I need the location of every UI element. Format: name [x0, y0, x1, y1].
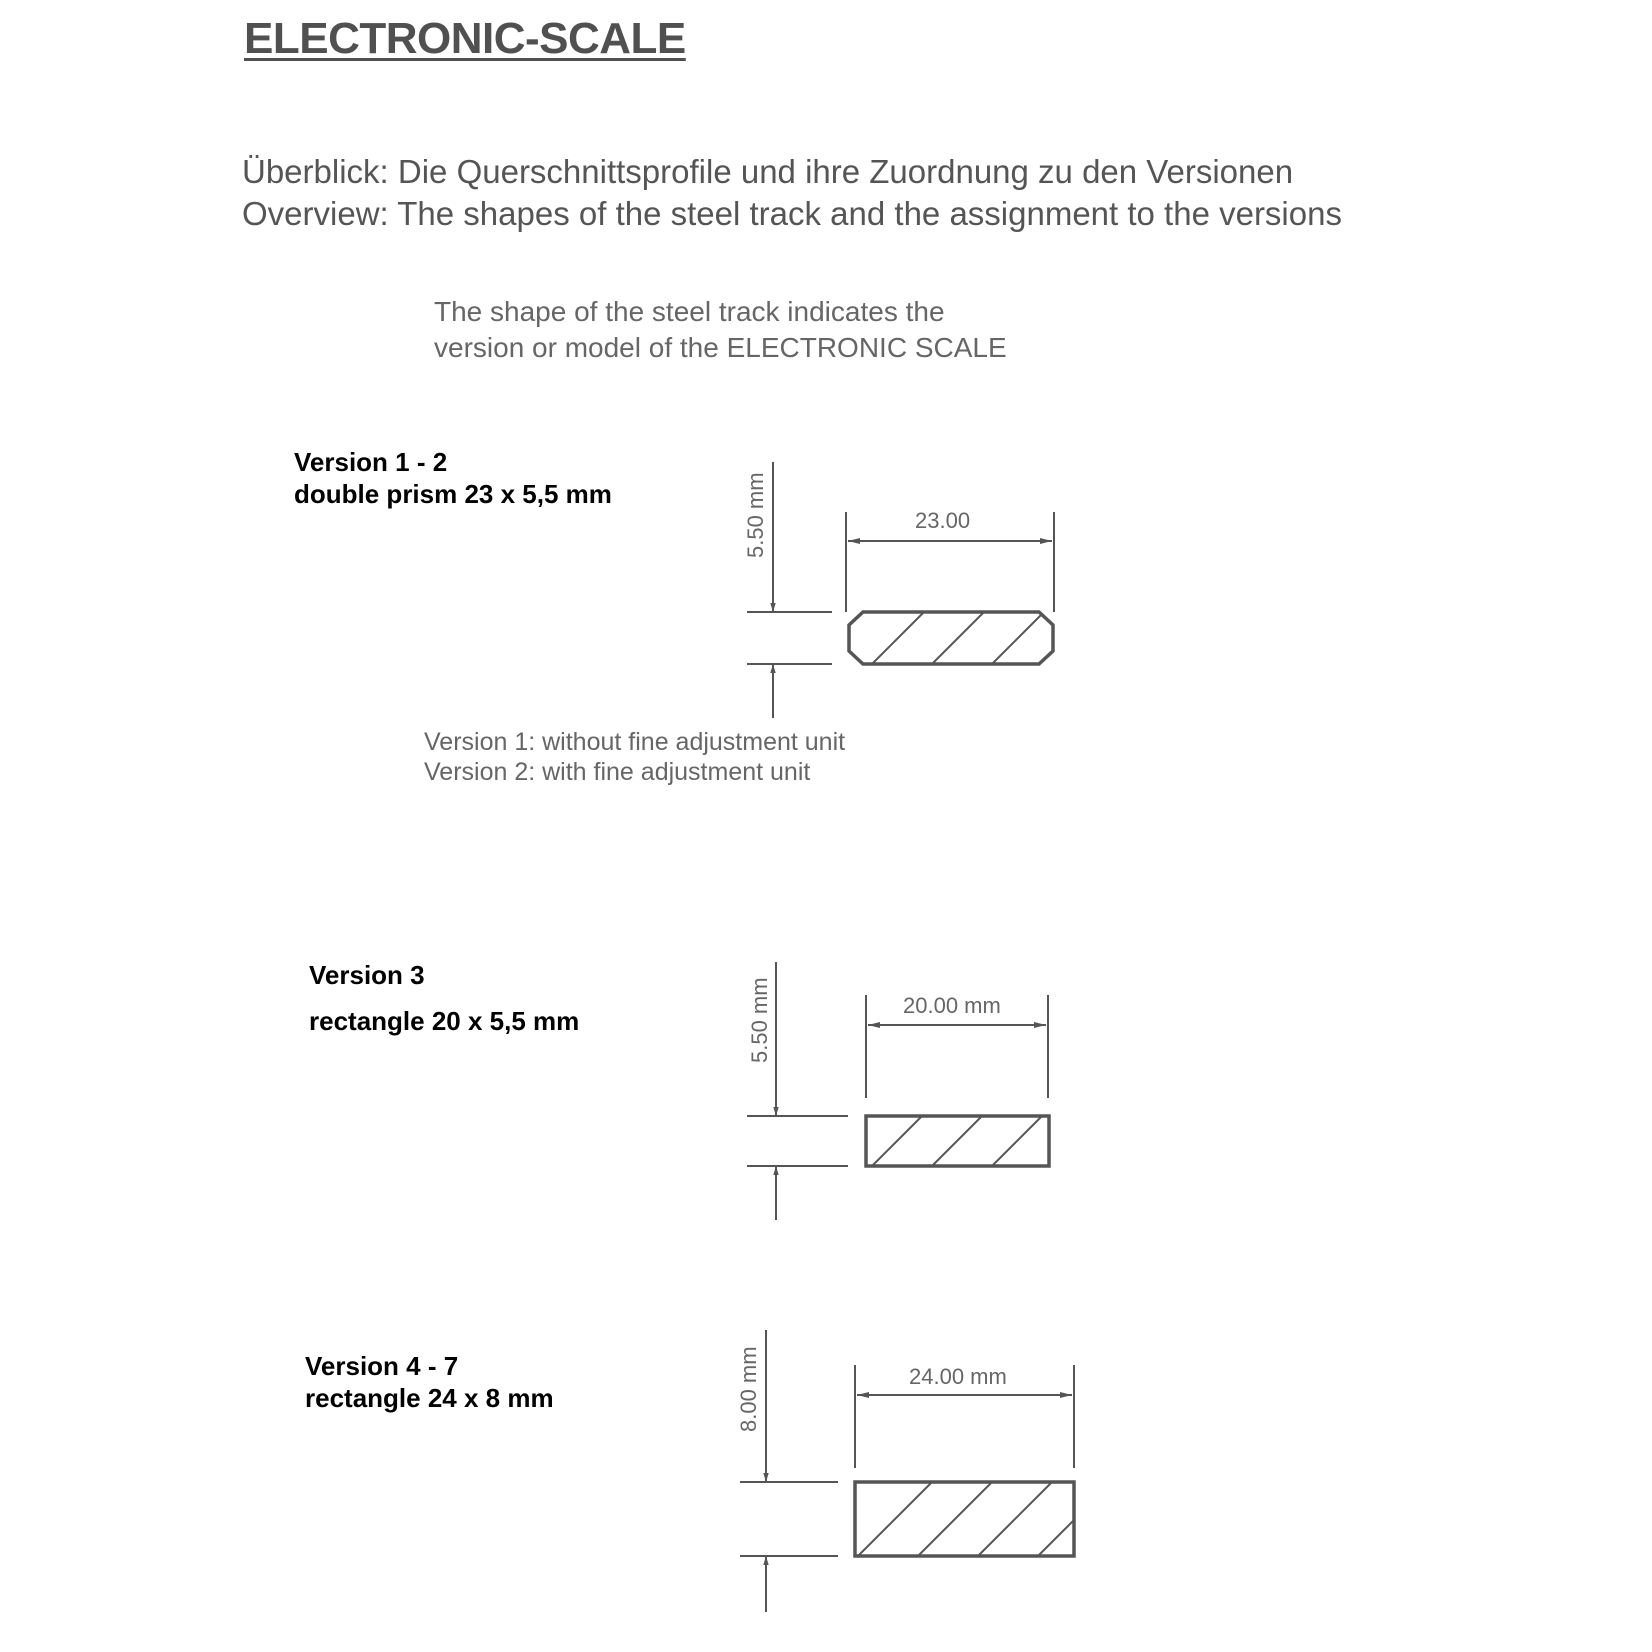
v12-width-label: 23.00	[915, 508, 971, 533]
v47-hatch-line	[858, 1482, 932, 1556]
v3-width-label: 20.00 mm	[903, 993, 1001, 1018]
version-4-7-shape: rectangle 24 x 8 mm	[305, 1383, 554, 1413]
v12-hatch-line	[932, 612, 984, 664]
version-1-2-drawing	[747, 462, 1054, 718]
version-4-7-title: Version 4 - 7	[305, 1351, 459, 1381]
v12-hatch-line	[872, 612, 924, 664]
v12-height-label: 5.50 mm	[743, 472, 768, 558]
v12-hatch-line	[992, 612, 1044, 664]
intro-line-2: version or model of the ELECTRONIC SCALE	[434, 332, 1007, 363]
v3-hatch-line	[932, 1116, 982, 1166]
version-1-2-title: Version 1 - 2	[294, 447, 448, 477]
document-title: ELECTRONIC-SCALE	[244, 14, 686, 63]
v47-width-label: 24.00 mm	[909, 1364, 1007, 1389]
v3-hatch-line	[992, 1116, 1042, 1166]
overview-german: Überblick: Die Querschnittsprofile und ihre Zuordnung zu den Versionen	[242, 153, 1294, 190]
intro-line-1: The shape of the steel track indicates the	[434, 296, 945, 327]
version-1-note: Version 1: without fine adjustment unit	[424, 728, 846, 756]
v3-height-label: 5.50 mm	[747, 977, 772, 1063]
v3-hatch-line	[872, 1116, 922, 1166]
v47-hatch-line	[978, 1482, 1052, 1556]
v47-height-label: 8.00 mm	[736, 1346, 761, 1432]
version-3-drawing	[747, 962, 1049, 1220]
version-3-title: Version 3	[309, 960, 425, 990]
version-2-note: Version 2: with fine adjustment unit	[424, 758, 811, 786]
version-3-shape: rectangle 20 x 5,5 mm	[309, 1006, 580, 1036]
v47-hatch-line	[918, 1482, 992, 1556]
version-1-2-shape: double prism 23 x 5,5 mm	[294, 479, 612, 509]
overview-english: Overview: The shapes of the steel track and the assignment to the versions	[242, 195, 1342, 232]
